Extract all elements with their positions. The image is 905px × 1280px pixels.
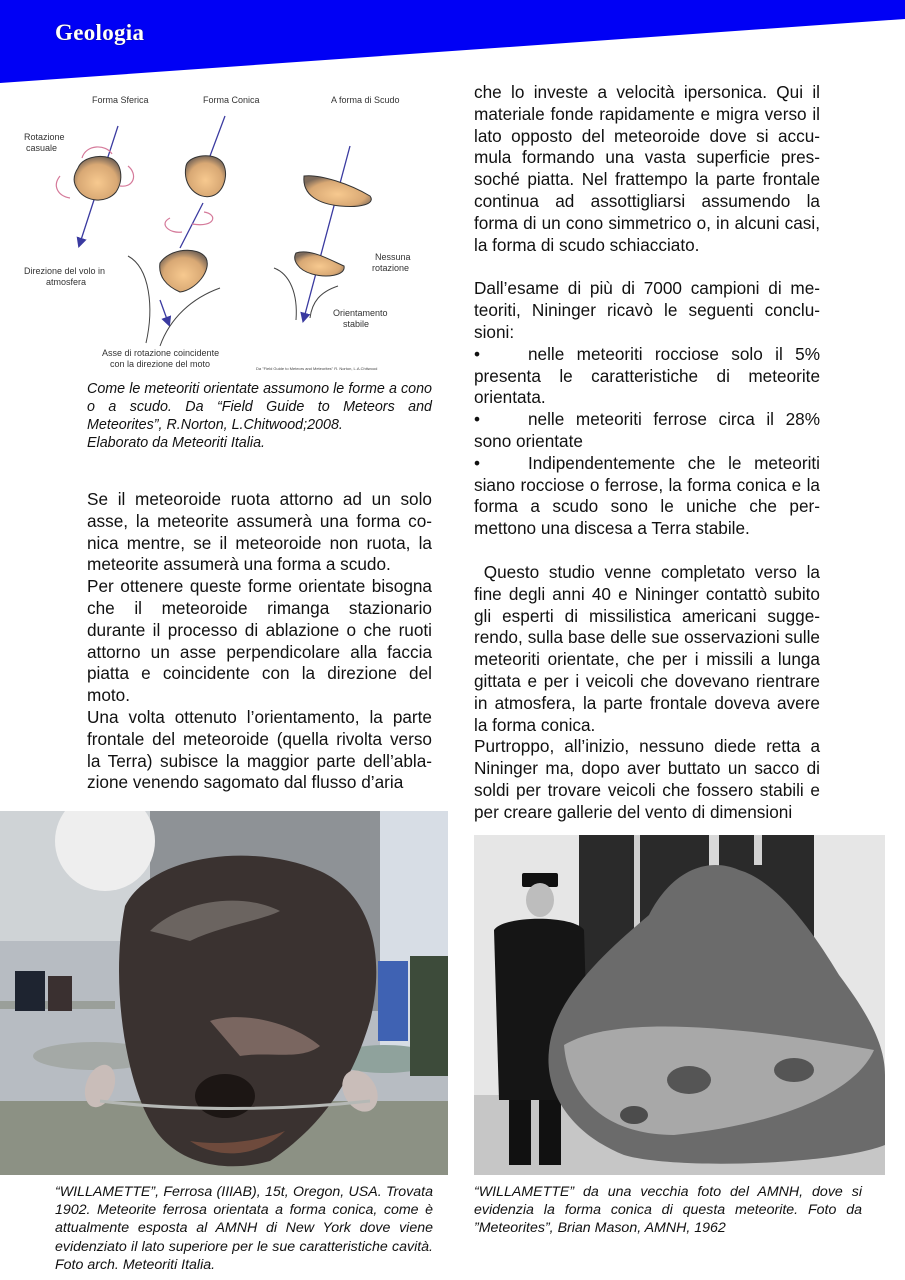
paragraph: che lo investe a velocità ipersonica. Qui il materiale fonde rapidamente e migra verso il lato opposto del meteoroide dove si accumula formando una vasta superficie pressoché piatta. Nel frattempo la parte frontale continua ad assottigliarsi assumendo la forma di un cono simmetrico o, in alcuni casi, la forma di scudo schiacciato.: [474, 82, 820, 255]
diagram-title-sferica: Forma Sferica: [92, 95, 149, 105]
diagram-caption: [87, 380, 432, 452]
label-rotation-1: Rotazione: [24, 132, 65, 142]
paragraph: Purtroppo, all’inizio, nessuno diede retta a Nininger ma, dopo aver buttato un sacco di soldi per trovare veicoli che fossero stabili e per creare gallerie del vento di dimensioni: [474, 736, 820, 822]
diagram-title-conica: Forma Conica: [203, 95, 260, 105]
label-no-rotation-1: Nessuna: [375, 252, 411, 262]
bullet-marker: •: [474, 409, 481, 430]
diagram-credit: Da "Field Guide to Meteors and Meteorites" R. Norton, L.A.Chitwood: [256, 366, 378, 371]
paragraph: Per ottenere queste forme orientate bisogna che il meteoroide rimanga stazionario durante il processo di ablazione o che ruoti attorno un asse perpendicolare alla faccia piatta e coincidente con la direzione del moto.: [87, 576, 432, 706]
paragraph: Questo studio venne completato verso la fine degli anni 40 e Nininger contattò subito gli esperti di missilistica americani suggerendo, sulla base delle sue osservazioni sulle meteoriti orientate, che per i missili a lunga gittata e per i veicoli che dovevano rientrare in atmosfera, la parte frontale doveva avere la forma conica.: [474, 561, 825, 735]
label-axis-2: con la direzione del moto: [110, 359, 211, 369]
diagram-caption-line: Come le meteoriti orientate assumono le forme a cono o a scudo. Da “Field Guide to Meteors and Meteorites”, R.Norton, L.Chitwood;2008.: [87, 381, 432, 433]
photo-willamette-museum: [0, 811, 448, 1175]
photo-right-caption: “WILLAMETTE” da una vecchia foto del AMNH, dove si evidenzia la forma conica di questa meteorite. Foto da ”Meteorites”, Brian Mason, AMNH, 1962: [474, 1184, 862, 1237]
bullet-text: nelle meteoriti ferrose circa il 28% sono orientate: [474, 409, 820, 451]
label-stable-1: Orientamento: [333, 308, 388, 318]
label-stable-2: stabile: [343, 319, 370, 329]
paragraph: Dall’esame di più di 7000 campioni di meteoriti, Nininger ricavò le seguenti conclusioni:: [474, 278, 820, 342]
label-no-rotation-2: rotazione: [372, 263, 410, 273]
section-title: Geologia: [55, 20, 145, 45]
right-column-text: [474, 82, 825, 824]
left-column-text: [87, 489, 432, 794]
label-direction-2: atmosfera: [46, 277, 87, 287]
bullet-marker: •: [474, 343, 481, 364]
label-direction-1: Direzione del volo in: [24, 266, 106, 276]
photo-willamette-historic: [474, 835, 885, 1175]
paragraph: Una volta ottenuto l’orientamento, la parte frontale del meteoroide (quella rivolta verso la Terra) subisce la maggior parte dell’ablazione venendo sagomato dal flusso d’aria: [87, 706, 432, 793]
bullet-marker: •: [474, 452, 481, 473]
diagram-caption-credit: Elaborato da Meteoriti Italia.: [87, 435, 266, 451]
orientation-diagram: [20, 88, 440, 373]
bullet-text: Indipendentemente che le meteoriti siano rocciose o ferrose, la forma conica e la forma a scudo sono le uniche che permettono una discesa a Terra stabile.: [474, 452, 820, 539]
paragraph: Se il meteoroide ruota attorno ad un solo asse, la meteorite assumerà una forma conica mentre, se il meteoroide non ruota, la meteorite assumerà una forma a scudo.: [87, 489, 432, 575]
diagram-title-scudo: A forma di Scudo: [331, 95, 400, 105]
photo-left-caption: “WILLAMETTE”, Ferrosa (IIIAB), 15t, Oregon, USA. Trovata 1902. Meteorite ferrosa orientata a forma conica, come è attualmente esposta al AMNH di New York dove viene evidenziato il lato superiore per le sue caratteristiche cavità. Foto arch. Meteoriti Italia.: [55, 1184, 433, 1273]
label-axis-1: Asse di rotazione coincidente: [102, 348, 220, 358]
bullet-text: nelle meteoriti rocciose solo il 5% presenta le caratteristiche di meteorite orientata.: [474, 343, 820, 408]
label-rotation-2: casuale: [26, 143, 58, 153]
